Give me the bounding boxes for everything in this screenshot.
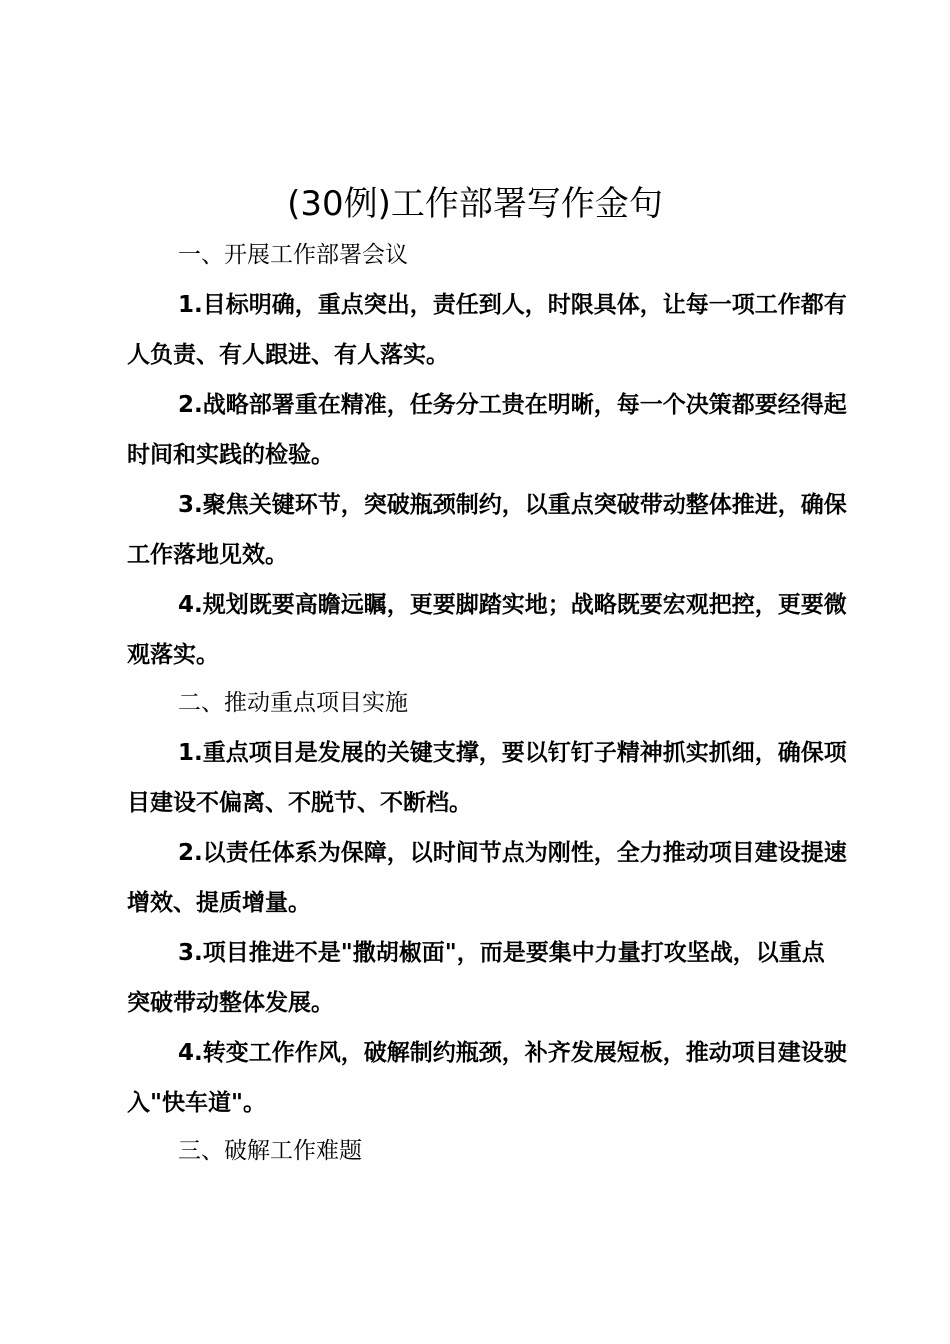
section-heading-1: 一、开展工作部署会议 [178, 242, 408, 268]
document-title: (30例)工作部署写作金句 [287, 184, 663, 224]
section-2-item-3: 3.项目推进不是"撒胡椒面"，而是要集中力量打攻坚战，以重点突破带动整体发展。 [127, 940, 825, 1016]
section-1-item-3: 3.聚焦关键环节，突破瓶颈制约，以重点突破带动整体推进，确保工作落地见效。 [127, 492, 847, 568]
section-1-item-2: 2.战略部署重在精准，任务分工贵在明晰，每一个决策都要经得起时间和实践的检验。 [127, 392, 847, 468]
section-1-item-4: 4.规划既要高瞻远瞩，更要脚踏实地；战略既要宏观把控，更要微观落实。 [127, 592, 847, 668]
section-heading-2: 二、推动重点项目实施 [178, 690, 408, 716]
section-2-item-2: 2.以责任体系为保障，以时间节点为刚性，全力推动项目建设提速增效、提质增量。 [127, 840, 847, 916]
section-heading-3: 三、破解工作难题 [178, 1138, 362, 1164]
section-2-item-1: 1.重点项目是发展的关键支撑，要以钉钉子精神抓实抓细，确保项目建设不偏离、不脱节、不断档。 [127, 740, 847, 816]
section-2-item-4: 4.转变工作作风，破解制约瓶颈，补齐发展短板，推动项目建设驶入"快车道"。 [127, 1040, 847, 1116]
section-1-item-1: 1.目标明确，重点突出，责任到人，时限具体，让每一项工作都有人负责、有人跟进、有人落实。 [127, 292, 847, 368]
